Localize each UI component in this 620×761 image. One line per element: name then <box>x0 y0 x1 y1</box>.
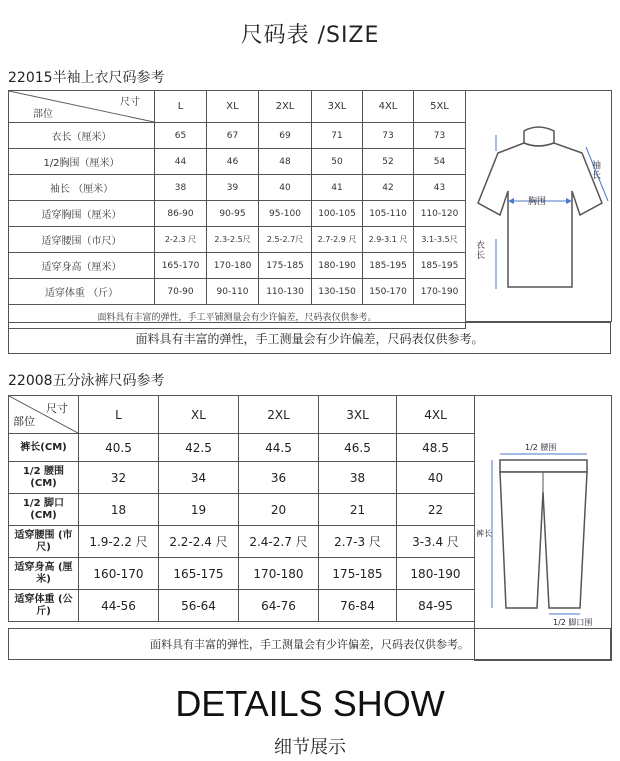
table-cell: 56-64 <box>159 590 239 622</box>
table-cell: 20 <box>239 494 319 526</box>
table-cell: 2.9-3.1 尺 <box>363 227 414 253</box>
header-size-label: 尺寸 <box>120 97 140 108</box>
hem-label: 1/2 脚口围 <box>553 618 593 627</box>
table-cell: 39 <box>207 175 259 201</box>
table-row <box>9 434 475 462</box>
table-row <box>9 462 475 494</box>
table-cell: 71 <box>312 123 363 149</box>
shorts-section-title: 22008五分泳裤尺码参考 <box>8 373 165 389</box>
table-cell: 32 <box>79 462 159 494</box>
table-cell: 2.7-2.9 尺 <box>312 227 363 253</box>
table-cell: 160-170 <box>79 558 159 590</box>
header-diagonal-cell <box>9 396 79 434</box>
size-header: 2XL <box>239 396 319 434</box>
row-label: 裤长(CM) <box>9 434 79 462</box>
table-cell: 52 <box>363 149 414 175</box>
table-cell: 3-3.4 尺 <box>397 526 475 558</box>
table-note: 面料具有丰富的弹性，手工平铺测量会有少许偏差，尺码表仅供参考。 <box>9 305 466 329</box>
table-row <box>9 494 475 526</box>
table-cell: 54 <box>414 149 466 175</box>
table-row <box>9 123 466 149</box>
table-row <box>9 590 475 622</box>
waist-label: 1/2 腰围 <box>525 443 557 452</box>
size-header: 2XL <box>259 91 312 123</box>
table-cell: 34 <box>159 462 239 494</box>
chest-label: 胸围 <box>528 197 547 207</box>
row-label: 1/2 腰围 (CM) <box>9 462 79 494</box>
table-cell: 110-130 <box>259 279 312 305</box>
table-row <box>9 227 466 253</box>
table-cell: 3.1-3.5尺 <box>414 227 466 253</box>
row-label: 适穿身高 (厘米) <box>9 558 79 590</box>
table-cell: 40 <box>397 462 475 494</box>
shirt-size-table <box>8 90 466 329</box>
shorts-diagram <box>474 395 612 661</box>
table-cell: 2.3-2.5尺 <box>207 227 259 253</box>
table-cell: 84-95 <box>397 590 475 622</box>
table-cell: 69 <box>259 123 312 149</box>
table-cell: 2-2.3 尺 <box>155 227 207 253</box>
header-part-label: 部位 <box>13 415 35 428</box>
table-cell: 180-190 <box>312 253 363 279</box>
table-cell: 130-150 <box>312 279 363 305</box>
table-cell: 73 <box>363 123 414 149</box>
table-cell: 110-120 <box>414 201 466 227</box>
table-cell: 21 <box>319 494 397 526</box>
row-label: 适穿体重 （斤） <box>9 279 155 305</box>
table-row <box>9 201 466 227</box>
table-row <box>9 526 475 558</box>
table-cell: 175-185 <box>319 558 397 590</box>
size-header: 3XL <box>319 396 397 434</box>
table-cell: 46.5 <box>319 434 397 462</box>
row-label: 衣长（厘米） <box>9 123 155 149</box>
table-cell: 175-185 <box>259 253 312 279</box>
table-row <box>9 149 466 175</box>
header-part-label: 部位 <box>33 109 53 120</box>
row-label: 适穿腰围 (市尺) <box>9 526 79 558</box>
row-label: 1/2胸围（厘米） <box>9 149 155 175</box>
table-cell: 38 <box>319 462 397 494</box>
table-cell: 73 <box>414 123 466 149</box>
sleeve-label: 袖长 <box>592 161 602 181</box>
shorts-note-box <box>8 628 611 660</box>
table-cell: 165-170 <box>155 253 207 279</box>
table-cell: 170-190 <box>414 279 466 305</box>
table-cell: 95-100 <box>259 201 312 227</box>
table-row <box>9 253 466 279</box>
table-cell: 40.5 <box>79 434 159 462</box>
table-cell: 180-190 <box>397 558 475 590</box>
shirt-diagram <box>465 90 612 322</box>
row-label: 适穿身高（厘米） <box>9 253 155 279</box>
table-cell: 19 <box>159 494 239 526</box>
table-cell: 48 <box>259 149 312 175</box>
size-header: 4XL <box>397 396 475 434</box>
header-size-label: 尺寸 <box>46 402 68 415</box>
row-label: 适穿胸围（厘米） <box>9 201 155 227</box>
row-label: 袖长 （厘米） <box>9 175 155 201</box>
notice-text: 面料具有丰富的弹性，手工测量会有少许偏差，尺码表仅供参考。 <box>135 331 484 346</box>
row-label: 适穿腰围（市尺） <box>9 227 155 253</box>
size-header: 4XL <box>363 91 414 123</box>
table-cell: 65 <box>155 123 207 149</box>
table-cell: 41 <box>312 175 363 201</box>
table-cell: 44.5 <box>239 434 319 462</box>
table-cell: 38 <box>155 175 207 201</box>
table-cell: 90-95 <box>207 201 259 227</box>
size-header: XL <box>207 91 259 123</box>
size-header: 3XL <box>312 91 363 123</box>
header-diagonal-cell <box>9 91 155 123</box>
size-header: L <box>79 396 159 434</box>
table-cell: 2.5-2.7尺 <box>259 227 312 253</box>
notice-box <box>8 322 611 354</box>
size-header: 5XL <box>414 91 466 123</box>
table-cell: 185-195 <box>363 253 414 279</box>
length-label: 裤长 <box>476 529 492 538</box>
table-cell: 64-76 <box>239 590 319 622</box>
details-subtitle: 细节展示 <box>274 737 346 758</box>
row-label: 1/2 脚口 (CM) <box>9 494 79 526</box>
table-cell: 2.4-2.7 尺 <box>239 526 319 558</box>
table-cell: 40 <box>259 175 312 201</box>
table-cell: 43 <box>414 175 466 201</box>
shorts-size-table <box>8 395 475 622</box>
table-cell: 170-180 <box>239 558 319 590</box>
table-cell: 165-175 <box>159 558 239 590</box>
table-cell: 36 <box>239 462 319 494</box>
table-cell: 2.2-2.4 尺 <box>159 526 239 558</box>
table-cell: 100-105 <box>312 201 363 227</box>
table-cell: 42 <box>363 175 414 201</box>
details-title: DETAILS SHOW <box>175 683 445 724</box>
table-row <box>9 558 475 590</box>
table-cell: 86-90 <box>155 201 207 227</box>
table-cell: 70-90 <box>155 279 207 305</box>
table-cell: 2.7-3 尺 <box>319 526 397 558</box>
table-cell: 76-84 <box>319 590 397 622</box>
table-cell: 185-195 <box>414 253 466 279</box>
table-cell: 42.5 <box>159 434 239 462</box>
shorts-note-text: 面料具有丰富的弹性，手工测量会有少许偏差，尺码表仅供参考。 <box>150 638 469 651</box>
table-cell: 18 <box>79 494 159 526</box>
row-label: 适穿体重 (公斤) <box>9 590 79 622</box>
table-cell: 44-56 <box>79 590 159 622</box>
page-title: 尺码表 /SIZE <box>240 23 380 48</box>
table-cell: 67 <box>207 123 259 149</box>
shirt-section-title: 22015半袖上衣尺码参考 <box>8 70 165 86</box>
table-cell: 105-110 <box>363 201 414 227</box>
table-row <box>9 175 466 201</box>
table-cell: 50 <box>312 149 363 175</box>
table-cell: 1.9-2.2 尺 <box>79 526 159 558</box>
table-cell: 46 <box>207 149 259 175</box>
table-cell: 48.5 <box>397 434 475 462</box>
table-cell: 44 <box>155 149 207 175</box>
length-label: 衣长 <box>476 241 486 261</box>
table-cell: 22 <box>397 494 475 526</box>
size-header: XL <box>159 396 239 434</box>
size-header: L <box>155 91 207 123</box>
table-row <box>9 279 466 305</box>
table-cell: 90-110 <box>207 279 259 305</box>
table-cell: 170-180 <box>207 253 259 279</box>
table-cell: 150-170 <box>363 279 414 305</box>
